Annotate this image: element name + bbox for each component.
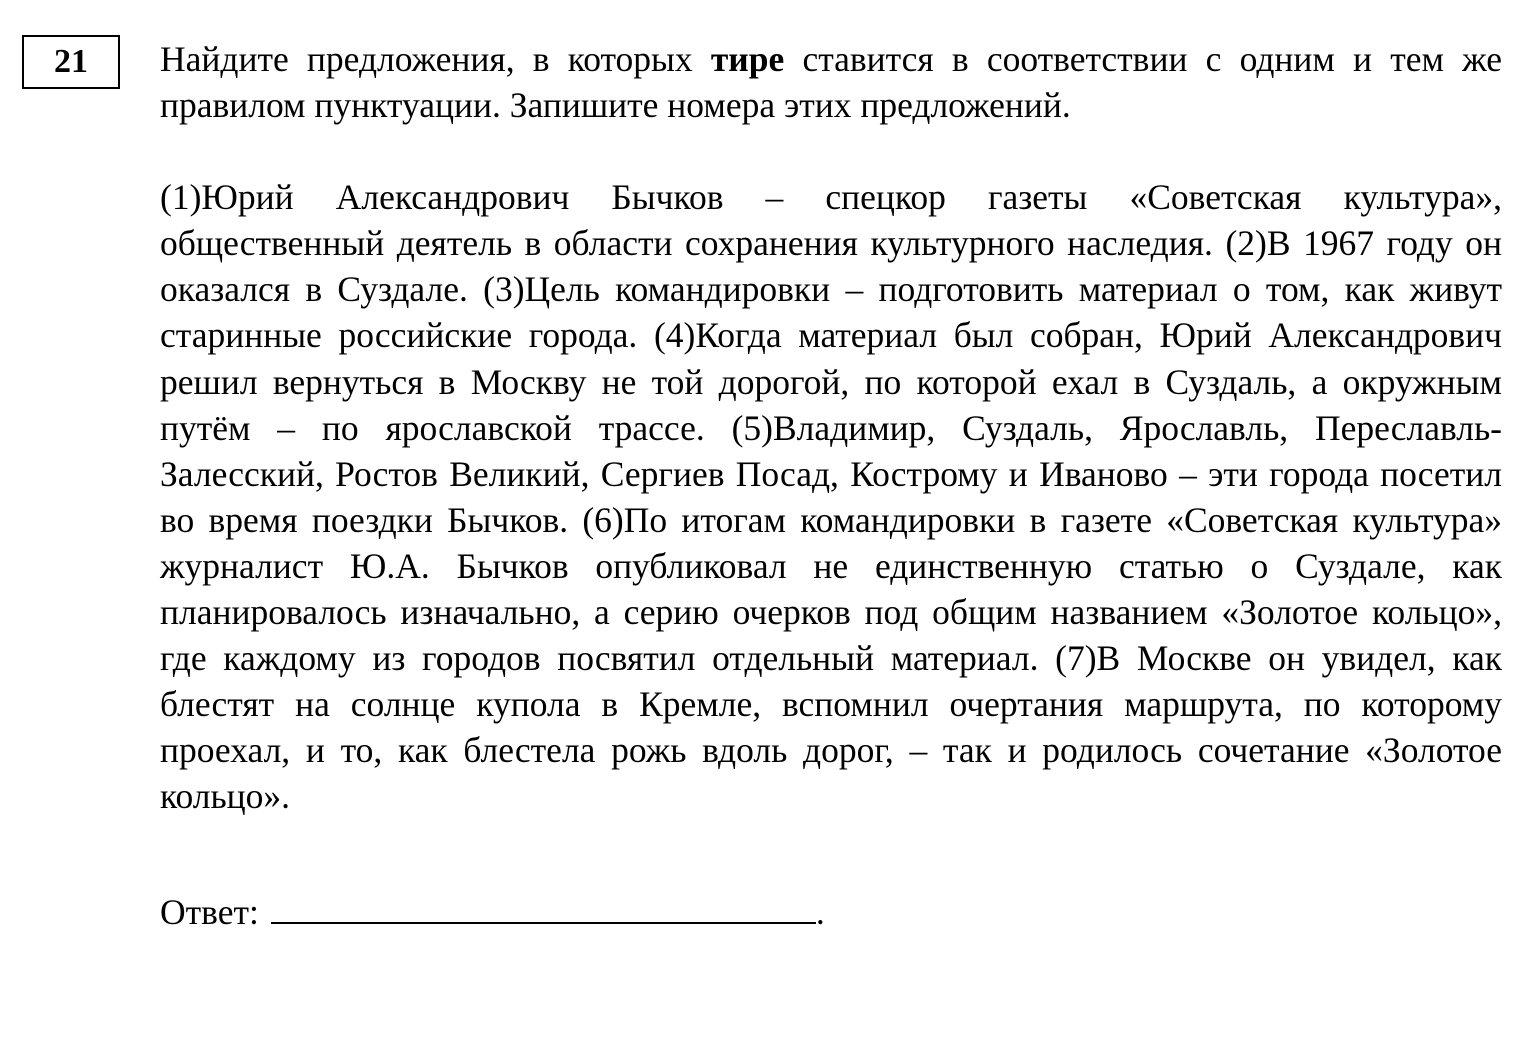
answer-blank[interactable]: [271, 892, 816, 924]
answer-end: .: [815, 891, 825, 932]
sentence-6: (6)По итогам командировки в газете «Советская культура» журналист Ю.А. Бычков опубликовал не единственную статью о Суздале, как планировалось изначально, а серию очерков под общим названием «Золотое кольцо», где каждому из городов посвятил отдельный материал.: [160, 499, 1502, 679]
task-number: 21: [54, 43, 88, 80]
instruction-keyword: тире: [710, 39, 785, 79]
sentence-7: (7)В Москве он увидел, как блестят на солнце купола в Кремле, вспомнил очертания маршрута, по которому проехал, и то, как блестела рожь вдоль дорог, – так и родилось сочетание «Золотое кольцо».: [160, 638, 1502, 817]
sentence-2: (2)В 1967 году он оказался в Суздале.: [160, 223, 1502, 310]
task-instruction: [160, 36, 1502, 128]
instruction-text-before: Найдите предложения, в которых: [160, 39, 711, 79]
answer-line: [160, 889, 1502, 935]
sentence-4: (4)Когда материал был собран, Юрий Александрович решил вернуться в Москву не той дорогой, по которой ехал в Суздаль, а окружным путём – по ярославской трассе.: [160, 315, 1502, 448]
task-number-box: [22, 35, 120, 89]
sentence-3: (3)Цель командировки – подготовить материал о том, как живут старинные российские города.: [160, 269, 1502, 356]
answer-label: Ответ:: [160, 891, 259, 932]
task-content: [160, 36, 1502, 935]
sentence-5: (5)Владимир, Суздаль, Ярославль, Переславль-Залесский, Ростов Великий, Сергиев Посад, Кострому и Иваново – эти города посетил во время поездки Бычков.: [160, 407, 1502, 540]
instruction-text-after: ставится в соответствии с одним и тем же правилом пунктуации. Запишите номера этих предложений.: [160, 39, 1502, 126]
text-passage: [160, 174, 1502, 819]
sentence-1: (1)Юрий Александрович Бычков – спецкор газеты «Советская культура», общественный деятель в области сохранения культурного наследия.: [160, 177, 1502, 264]
